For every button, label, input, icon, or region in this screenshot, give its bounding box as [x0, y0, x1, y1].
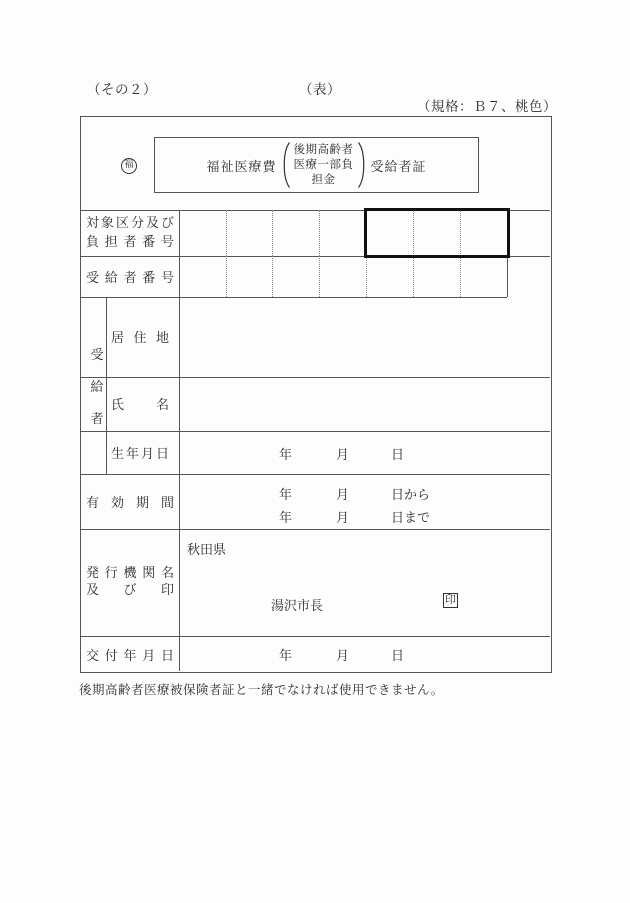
validity-label: 有効期間	[86, 495, 174, 510]
digit-separator	[319, 256, 320, 297]
birth-day-unit: 日	[391, 447, 405, 462]
issuer-cell	[179, 529, 550, 636]
digit-separator	[226, 210, 227, 256]
residence-label: 居住地	[111, 330, 169, 345]
title-paren-stack	[294, 143, 354, 188]
issue-day-unit: 日	[391, 648, 405, 663]
validity-to-month: 月	[336, 510, 350, 525]
title-prefix: 福祉医療費	[206, 158, 277, 174]
validity-from-year: 年	[279, 487, 293, 502]
recipient-number-label: 受給者番号	[86, 270, 174, 285]
recipient-column-divider	[106, 297, 107, 474]
paren-left-icon	[280, 141, 291, 189]
number-area-right-edge	[507, 256, 508, 297]
circled-fuku-mark	[121, 158, 137, 174]
birth-date-cell	[179, 431, 550, 474]
validity-to-year: 年	[279, 510, 293, 525]
title-paren-line: 担金	[311, 173, 336, 186]
birth-date-label: 生年月日	[111, 446, 169, 461]
title-paren-line: 後期高齢者	[293, 143, 354, 156]
digit-separator	[319, 210, 320, 256]
name-label: 氏名	[111, 397, 169, 412]
certificate-title-box	[154, 137, 479, 193]
issuer-prefecture: 秋田県	[187, 542, 227, 557]
payer-number-emphasis-box	[364, 208, 510, 258]
birth-month-unit: 月	[336, 447, 350, 462]
side-annotation: （表）	[299, 82, 341, 97]
issue-date-label: 交付年月日	[86, 648, 174, 663]
digit-separator	[226, 256, 227, 297]
validity-from-day: 日から	[391, 487, 431, 502]
issue-month-unit: 月	[336, 648, 350, 663]
title-paren-line: 医療一部負	[293, 158, 354, 171]
title-suffix: 受給者証	[370, 158, 427, 174]
part-annotation: （その２）	[87, 82, 157, 97]
seal-mark: 印	[445, 594, 456, 606]
paren-right-icon	[357, 141, 368, 189]
fuku-symbol: 福	[124, 160, 134, 171]
issue-date-cell	[179, 636, 550, 671]
validity-from-month: 月	[336, 487, 350, 502]
validity-to-day: 日まで	[391, 510, 431, 525]
category-payer-label: 対象区分及び 負担者番号	[86, 215, 174, 249]
row-divider	[81, 297, 507, 298]
digit-separator	[460, 256, 461, 297]
issue-year-unit: 年	[279, 648, 293, 663]
validity-cell	[179, 474, 550, 529]
digit-separator	[366, 256, 367, 297]
recipient-group-label: 受 給 者	[90, 347, 104, 426]
spec-annotation: （規格：Ｂ７、桃色）	[417, 99, 557, 114]
digit-separator	[413, 256, 414, 297]
footnote-text: 後期高齢者医療被保険者証と一緒でなければ使用できません。	[79, 683, 444, 697]
row-divider	[81, 377, 550, 378]
birth-year-unit: 年	[279, 447, 293, 462]
certificate-card	[80, 116, 552, 673]
issuer-signer: 湯沢市長	[271, 598, 324, 613]
digit-separator	[272, 210, 273, 256]
digit-separator	[272, 256, 273, 297]
issuer-label: 発行機関名 及び印	[86, 565, 174, 597]
